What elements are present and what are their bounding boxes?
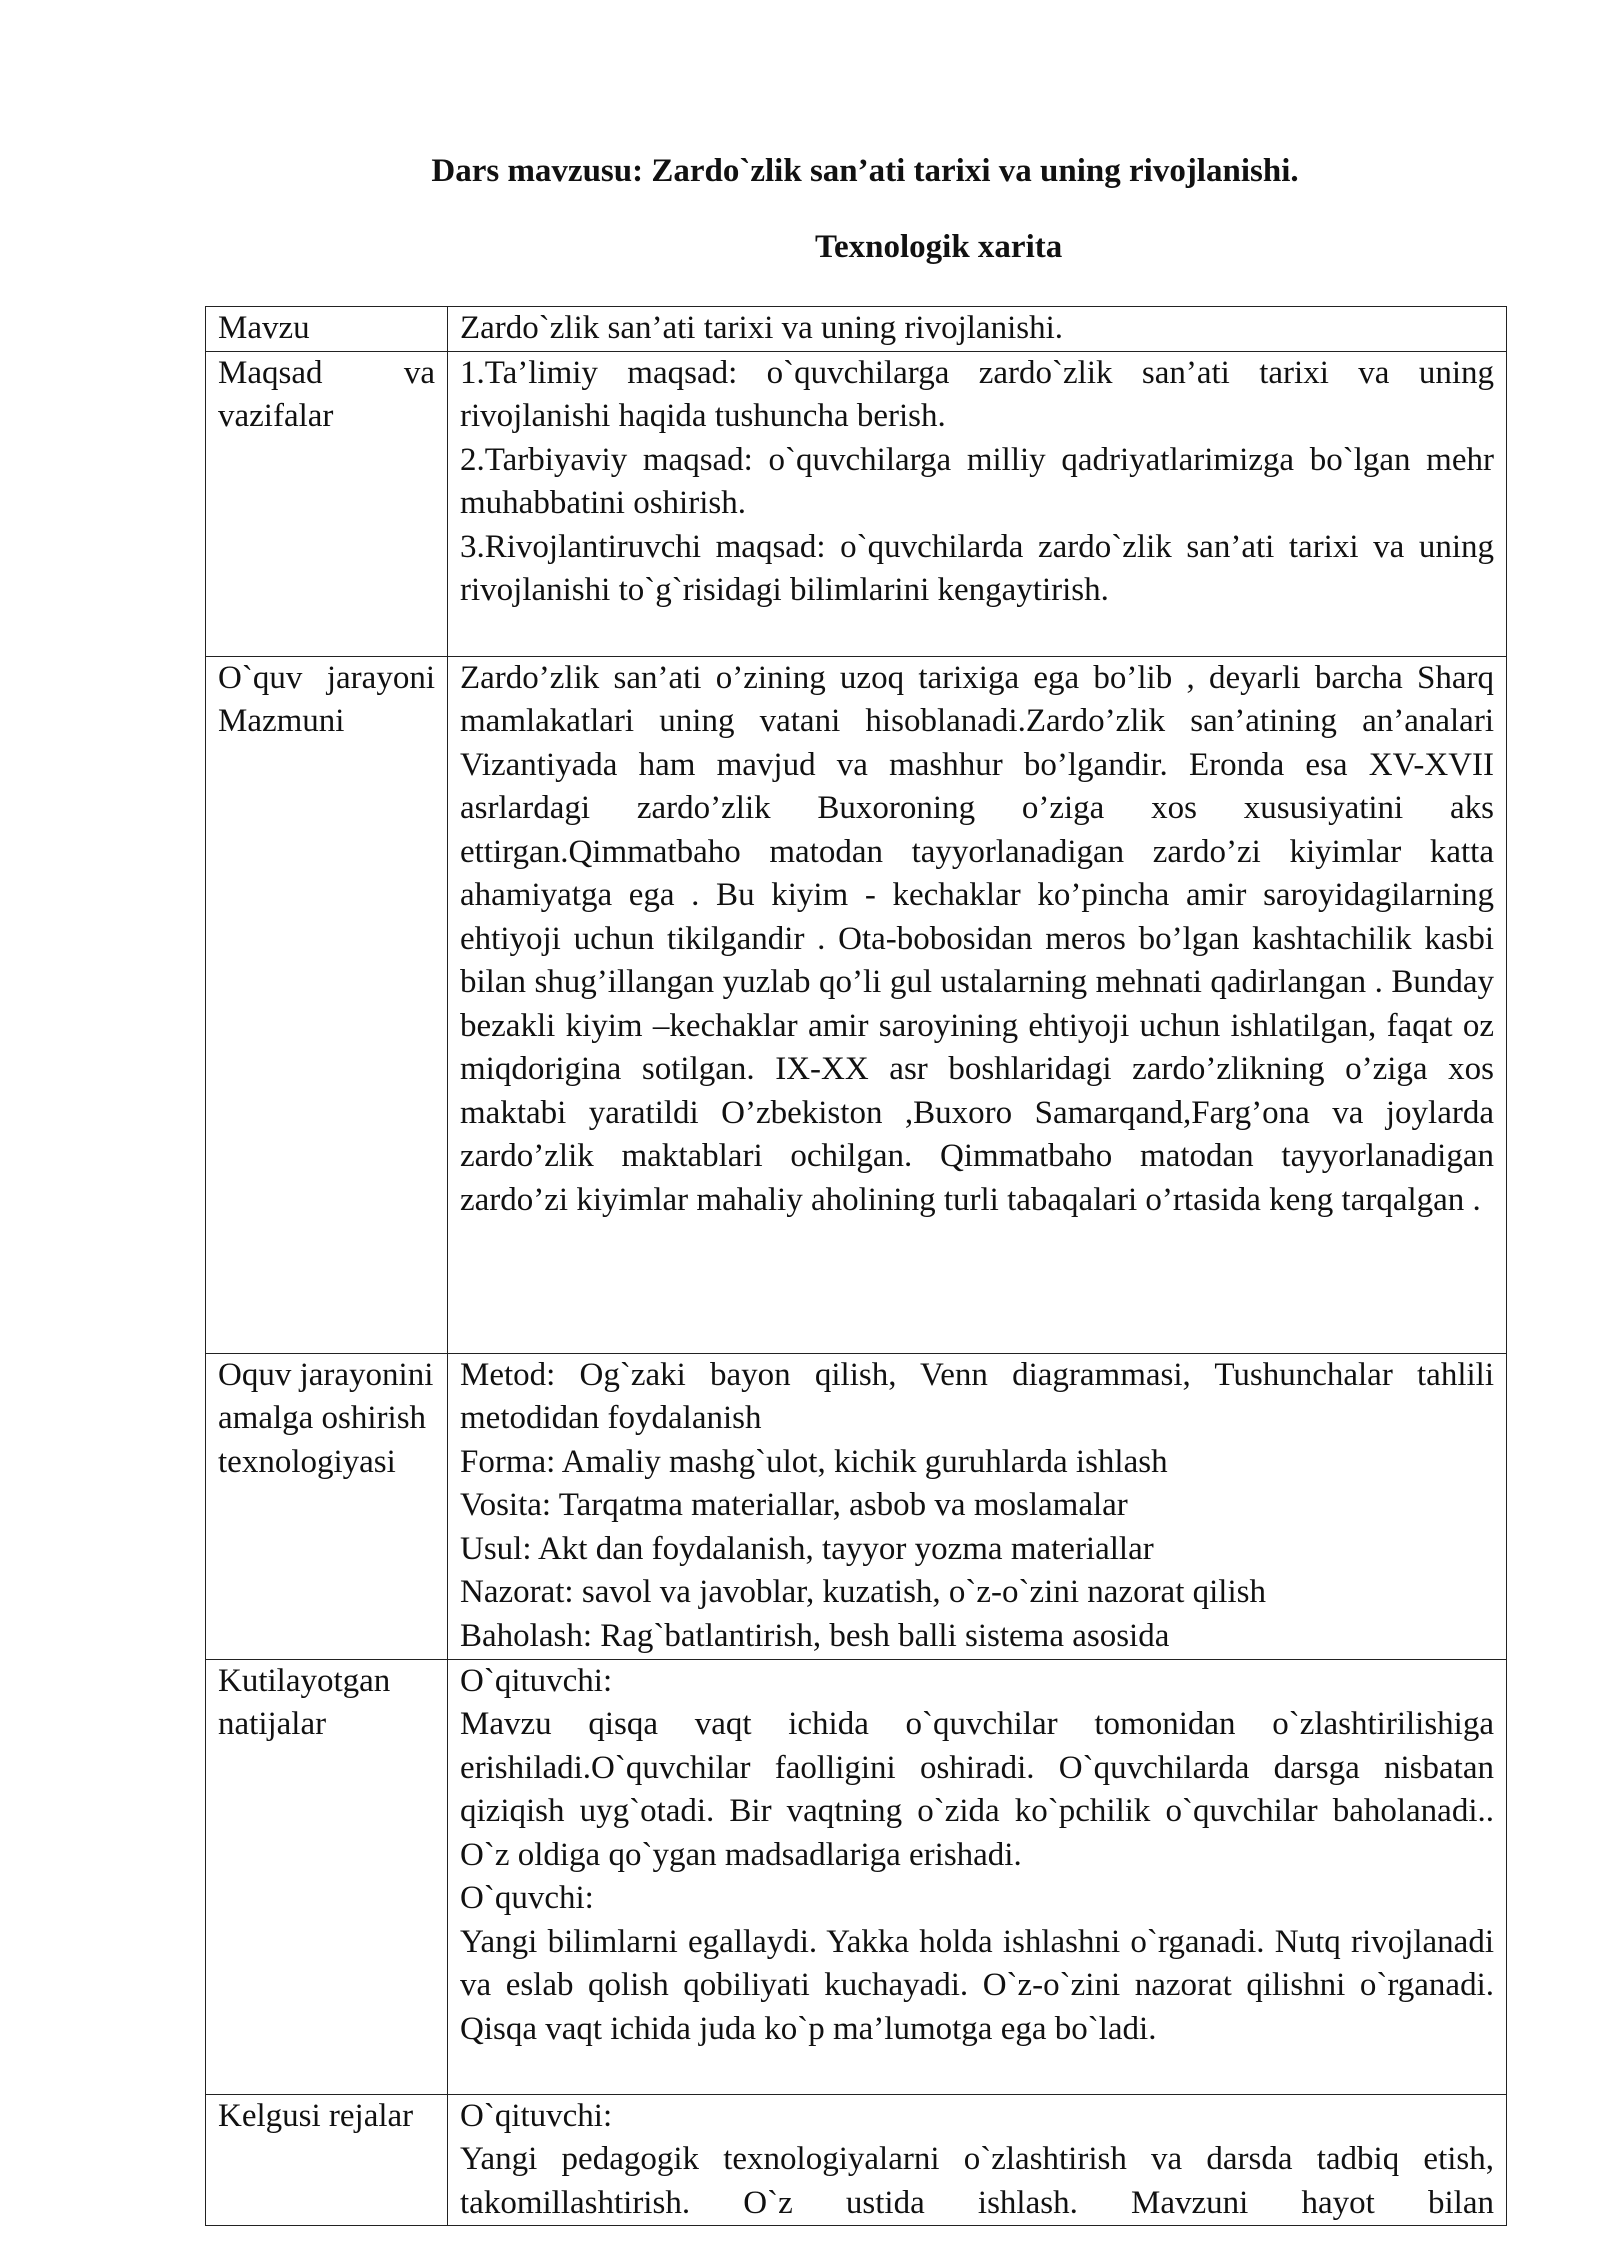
row-label: Kutilayotgan natijalar — [218, 1662, 391, 1742]
row-content-cell — [448, 656, 1507, 1353]
row-paragraph: Yangi pedagogik texnologiyalarni o`zlashtirish va darsda tadbiq etish, takomillashtirish. O`z ustida ishlash. Mavzuni hayot bilan — [460, 2141, 1494, 2221]
row-paragraph: Forma: Amaliy mashg`ulot, kichik guruhlarda ishlash — [460, 1443, 1168, 1480]
page-subtitle: Texnologik xarita — [815, 229, 1063, 265]
row-label-cell — [206, 351, 448, 656]
row-paragraph: Zardo`zlik san’ati tarixi va uning rivojlanishi. — [460, 310, 1064, 346]
row-paragraph: Zardo’zlik san’ati o’zining uzoq tarixiga ega bo’lib , deyarli barcha Sharq mamlakatlari uning vatani hisoblanadi.Zardo’zlik san’atining an’analari Vizantiyada ham mavjud va mashhur bo’lgandir. Eronda esa XV-XVII asrlardagi zardo’zlik Buxoroning o’ziga xos xususiyatini aks ettirgan.Qimmatbaho matodan tayyorlanadigan zardo’zi kiyimlar katta ahamiyatga ega . Bu kiyim - kechaklar ko’pincha amir saroyidagilarning ehtiyoji uchun tikilgandir . Ota-bobosidan meros bo’lgan kashtachilik kasbi bilan shug’illangan yuzlab qo’li gul ustalarning mehnati qadirlangan . Bunday bezakli kiyim –kechaklar amir saroyining ehtiyoji uchun ishlatilgan, faqat oz miqdorigina sotilgan. IX-XX asr boshlaridagi zardo’zlikning o’ziga xos maktabi yaratildi O’zbekiston ,Buxoro Samarqand,Farg’ona va joylarda zardo’zlik maktablari ochilgan. Qimmatbaho matodan tayyorlanadigan zardo’zi kiyimlar mahaliy aholining turli tabaqalari o’rtasida keng tarqalgan . — [460, 659, 1494, 1218]
table-row-maqsad — [206, 351, 1507, 656]
row-paragraph: 2.Tarbiyaviy maqsad: o`quvchilarga milliy qadriyatlarimizga bo`lgan mehr muhabbatini oshirish. — [460, 441, 1494, 521]
row-label-cell — [206, 1659, 448, 2094]
row-label-cell — [206, 656, 448, 1353]
row-paragraph: Nazorat: savol va javoblar, kuzatish, o`z-o`zini nazorat qilish — [460, 1574, 1266, 1610]
row-paragraph: Metod: Og`zaki bayon qilish, Venn diagrammasi, Tushunchalar tahlili metodidan foydalanish — [460, 1356, 1494, 1436]
row-paragraph: Mavzu qisqa vaqt ichida o`quvchilar tomonidan o`zlashtirilishiga erishiladi.O`quvchilar faolligini oshiradi. O`quvchilarda darsga nisbatan qiziqish uyg`otadi. Bir vaqtning o`zida ko`pchilik o`quvchilar baholanadi.. O`z oldiga qo`ygan madsadlariga erishadi. — [460, 1706, 1494, 1873]
row-label-cell — [206, 2094, 448, 2226]
row-label: Kelgusi rejalar — [218, 2097, 414, 2134]
row-label: Mavzu — [218, 310, 310, 346]
row-paragraph: Vosita: Tarqatma materiallar, asbob va moslamalar — [460, 1487, 1128, 1523]
row-paragraph: 1.Ta’limiy maqsad: o`quvchilarga zardo`zlik san’ati tarixi va uning rivojlanishi haqida tushuncha berish. — [460, 354, 1494, 434]
row-content-cell — [448, 1353, 1507, 1659]
table-row-mazmuni — [206, 656, 1507, 1353]
table-row-texnologiyasi — [206, 1353, 1507, 1659]
table-row-mavzu — [206, 307, 1507, 352]
row-label-cell — [206, 1353, 448, 1659]
row-paragraph: O`qituvchi: — [460, 2097, 613, 2134]
row-paragraph: O`qituvchi: — [460, 1662, 613, 1699]
technology-map-table — [205, 306, 1507, 2226]
row-content-cell — [448, 2094, 1507, 2226]
row-label-cell — [206, 307, 448, 352]
row-label: O`quv jarayoni Mazmuni — [218, 659, 435, 739]
row-paragraph: 3.Rivojlantiruvchi maqsad: o`quvchilarda zardo`zlik san’ati tarixi va uning rivojlanishi to`g`risidagi bilimlarini kengaytirish. — [460, 528, 1494, 608]
row-content-cell — [448, 307, 1507, 352]
row-paragraph: Yangi bilimlarni egallaydi. Yakka holda ishlashni o`rganadi. Nutq rivojlanadi va eslab qolish qobiliyati kuchayadi. O`z-o`zini nazorat qilishni o`rganadi. Qisqa vaqt ichida juda ko`p ma’lumotga ega bo`ladi. — [460, 1923, 1494, 2047]
row-content-cell — [448, 351, 1507, 656]
row-paragraph: Usul: Akt dan foydalanish, tayyor yozma materiallar — [460, 1530, 1154, 1567]
row-paragraph: O`quvchi: — [460, 1880, 594, 1916]
page-title: Dars mavzusu: Zardo`zlik san’ati tarixi va uning rivojlanishi. — [431, 153, 1299, 189]
row-label: Oquv jarayonini amalga oshirish texnologiyasi — [218, 1356, 434, 1480]
row-content-cell — [448, 1659, 1507, 2094]
table-row-natijalar — [206, 1659, 1507, 2094]
row-label: Maqsad va vazifalar — [218, 354, 435, 434]
row-paragraph: Baholash: Rag`batlantirish, besh balli sistema asosida — [460, 1617, 1170, 1654]
table-row-rejalar — [206, 2094, 1507, 2226]
